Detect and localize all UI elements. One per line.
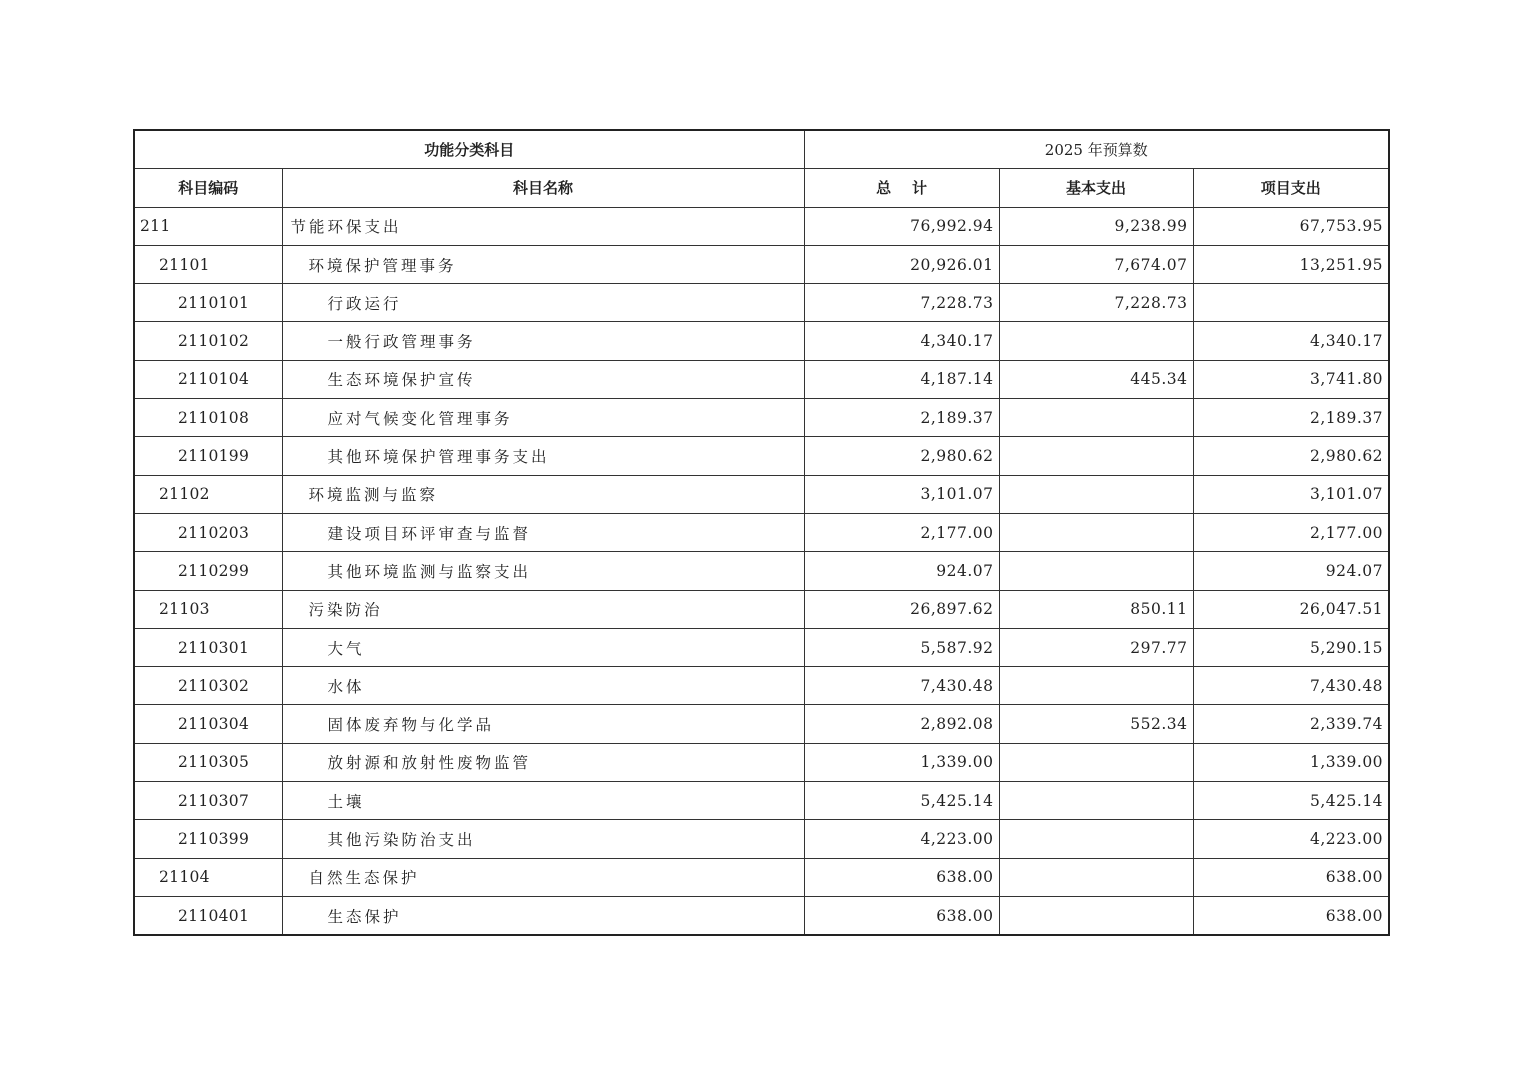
row-basic — [999, 552, 1193, 590]
row-project: 5,425.14 — [1193, 782, 1389, 820]
table-row — [134, 667, 1389, 705]
col-code-header: 科目编码 — [134, 169, 282, 207]
table-row — [134, 207, 1389, 245]
row-total: 2,189.37 — [804, 399, 999, 437]
row-name: 固体废弃物与化学品 — [282, 705, 804, 743]
row-project: 638.00 — [1193, 858, 1389, 896]
row-total: 2,980.62 — [804, 437, 999, 475]
row-name: 其他污染防治支出 — [282, 820, 804, 858]
row-basic — [999, 896, 1193, 935]
row-total: 7,228.73 — [804, 284, 999, 322]
row-name: 建设项目环评审查与监督 — [282, 513, 804, 551]
table-row — [134, 475, 1389, 513]
row-project: 3,101.07 — [1193, 475, 1389, 513]
row-project: 26,047.51 — [1193, 590, 1389, 628]
row-code: 2110307 — [134, 782, 282, 820]
row-basic: 297.77 — [999, 628, 1193, 666]
row-total: 4,187.14 — [804, 360, 999, 398]
row-name: 大气 — [282, 628, 804, 666]
row-total: 1,339.00 — [804, 743, 999, 781]
header-row-columns — [134, 169, 1389, 207]
row-code: 2110203 — [134, 513, 282, 551]
row-name: 土壤 — [282, 782, 804, 820]
row-code: 2110199 — [134, 437, 282, 475]
row-code: 2110301 — [134, 628, 282, 666]
row-basic — [999, 475, 1193, 513]
table-row — [134, 858, 1389, 896]
table-row — [134, 820, 1389, 858]
row-code: 2110304 — [134, 705, 282, 743]
table-row — [134, 437, 1389, 475]
row-project — [1193, 284, 1389, 322]
row-total: 638.00 — [804, 896, 999, 935]
row-code: 21102 — [134, 475, 282, 513]
row-total: 5,425.14 — [804, 782, 999, 820]
row-total: 20,926.01 — [804, 245, 999, 283]
row-code: 2110399 — [134, 820, 282, 858]
row-code: 21104 — [134, 858, 282, 896]
row-basic: 7,674.07 — [999, 245, 1193, 283]
table-row — [134, 513, 1389, 551]
row-code: 2110401 — [134, 896, 282, 935]
row-project: 2,177.00 — [1193, 513, 1389, 551]
table-row — [134, 590, 1389, 628]
row-name: 水体 — [282, 667, 804, 705]
row-code: 211 — [134, 207, 282, 245]
row-code: 2110299 — [134, 552, 282, 590]
table-row — [134, 782, 1389, 820]
row-project: 67,753.95 — [1193, 207, 1389, 245]
table-row — [134, 399, 1389, 437]
row-project: 5,290.15 — [1193, 628, 1389, 666]
row-project: 3,741.80 — [1193, 360, 1389, 398]
row-code: 21103 — [134, 590, 282, 628]
row-basic — [999, 399, 1193, 437]
table-row — [134, 705, 1389, 743]
row-name: 环境保护管理事务 — [282, 245, 804, 283]
row-project: 4,223.00 — [1193, 820, 1389, 858]
row-total: 7,430.48 — [804, 667, 999, 705]
row-name: 一般行政管理事务 — [282, 322, 804, 360]
row-total: 3,101.07 — [804, 475, 999, 513]
row-code: 2110305 — [134, 743, 282, 781]
row-name: 生态环境保护宣传 — [282, 360, 804, 398]
row-code: 2110302 — [134, 667, 282, 705]
row-basic — [999, 437, 1193, 475]
row-basic: 9,238.99 — [999, 207, 1193, 245]
group-header: 功能分类科目 — [134, 130, 804, 169]
row-basic — [999, 513, 1193, 551]
row-name: 应对气候变化管理事务 — [282, 399, 804, 437]
row-name: 生态保护 — [282, 896, 804, 935]
row-total: 4,340.17 — [804, 322, 999, 360]
row-basic: 445.34 — [999, 360, 1193, 398]
budget-table — [133, 129, 1390, 936]
row-name: 自然生态保护 — [282, 858, 804, 896]
col-total-header: 总 计 — [804, 169, 999, 207]
row-name: 放射源和放射性废物监管 — [282, 743, 804, 781]
row-total: 2,177.00 — [804, 513, 999, 551]
row-basic — [999, 858, 1193, 896]
row-project: 13,251.95 — [1193, 245, 1389, 283]
table-row — [134, 284, 1389, 322]
row-code: 2110104 — [134, 360, 282, 398]
row-name: 节能环保支出 — [282, 207, 804, 245]
row-total: 26,897.62 — [804, 590, 999, 628]
row-name: 其他环境保护管理事务支出 — [282, 437, 804, 475]
table-row — [134, 628, 1389, 666]
row-code: 21101 — [134, 245, 282, 283]
row-code: 2110108 — [134, 399, 282, 437]
row-basic: 552.34 — [999, 705, 1193, 743]
row-basic: 7,228.73 — [999, 284, 1193, 322]
row-project: 4,340.17 — [1193, 322, 1389, 360]
col-project-header: 项目支出 — [1193, 169, 1389, 207]
row-name: 污染防治 — [282, 590, 804, 628]
row-project: 7,430.48 — [1193, 667, 1389, 705]
header-row-group — [134, 130, 1389, 169]
row-total: 76,992.94 — [804, 207, 999, 245]
row-name: 环境监测与监察 — [282, 475, 804, 513]
row-basic — [999, 782, 1193, 820]
row-code: 2110101 — [134, 284, 282, 322]
table-row — [134, 552, 1389, 590]
row-project: 2,189.37 — [1193, 399, 1389, 437]
row-total: 4,223.00 — [804, 820, 999, 858]
row-basic — [999, 820, 1193, 858]
row-project: 2,980.62 — [1193, 437, 1389, 475]
row-basic — [999, 322, 1193, 360]
row-basic: 850.11 — [999, 590, 1193, 628]
row-project: 924.07 — [1193, 552, 1389, 590]
year-header: 2025 年预算数 — [804, 130, 1389, 169]
col-name-header: 科目名称 — [282, 169, 804, 207]
row-total: 2,892.08 — [804, 705, 999, 743]
table-row — [134, 360, 1389, 398]
row-project: 638.00 — [1193, 896, 1389, 935]
table-body — [134, 207, 1389, 935]
row-total: 924.07 — [804, 552, 999, 590]
row-name: 其他环境监测与监察支出 — [282, 552, 804, 590]
row-total: 5,587.92 — [804, 628, 999, 666]
row-code: 2110102 — [134, 322, 282, 360]
row-basic — [999, 743, 1193, 781]
row-basic — [999, 667, 1193, 705]
table-row — [134, 322, 1389, 360]
table-row — [134, 896, 1389, 935]
row-project: 2,339.74 — [1193, 705, 1389, 743]
table-row — [134, 743, 1389, 781]
row-project: 1,339.00 — [1193, 743, 1389, 781]
table-row — [134, 245, 1389, 283]
col-basic-header: 基本支出 — [999, 169, 1193, 207]
row-total: 638.00 — [804, 858, 999, 896]
row-name: 行政运行 — [282, 284, 804, 322]
